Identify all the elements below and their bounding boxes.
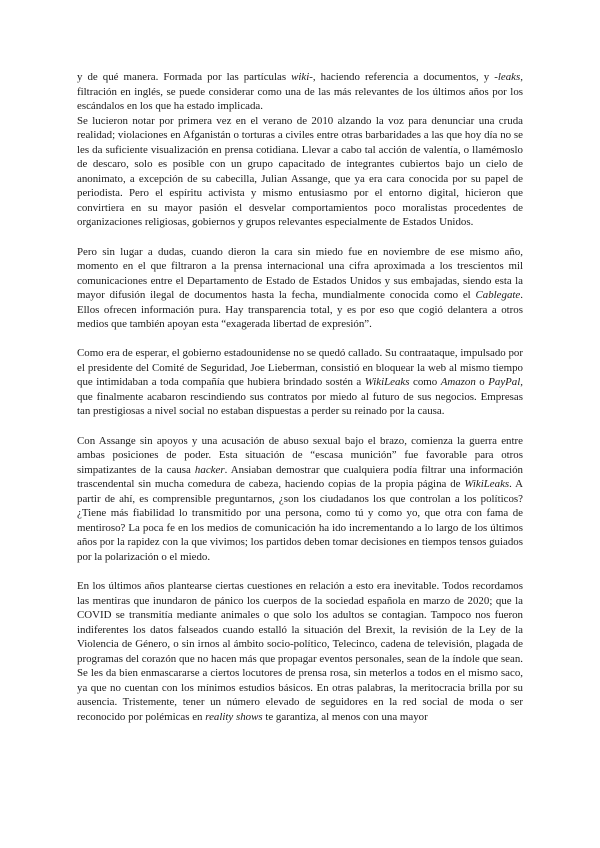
paragraph-text: . Ansiaban demostrar que cualquiera podía filtrar una información trascendental sin mucha comedura de cabeza, haciendo copias de la propia página de <box>77 463 523 491</box>
paragraph-text: como <box>409 376 441 389</box>
paragraph-text: , filtración en inglés, se puede considerar como una de las más relevantes de los últimos años por los escándalos en los que ha estado implicada. <box>77 71 523 113</box>
document-page <box>77 70 523 724</box>
paragraph-text: Como era de esperar, el gobierno estadounidense no se quedó callado. Su contraataque, impulsado por el presidente del Comité de Seguridad, Joe Lieberman, consistió en bloquear la web al mismo tiempo que intimidaban a toda compañía que hubiera brindado sostén a <box>77 347 523 389</box>
italic-text: Amazon <box>440 376 476 389</box>
paragraph-text: Pero sin lugar a dudas, cuando dieron la cara sin miedo fue en noviembre de ese mismo año, momento en el que filtraron a la prensa internacional una cifra aproximada a los trescientos mil comunicaciones entre el Departamento de Estado de Estados Unidos y sus embajadas, siendo esta la mayor difusión ilegal de documentos hasta la fecha, mundialmente conocida como el <box>77 245 523 302</box>
paragraph-6 <box>77 579 523 724</box>
paragraph-text: y de qué manera. Formada por las partículas <box>77 71 292 83</box>
italic-text: Cablegate <box>475 289 521 302</box>
italic-text: WikiLeaks <box>364 376 410 389</box>
italic-text: -leaks <box>494 71 521 83</box>
italic-text: WikiLeaks <box>464 478 510 491</box>
paragraph-text: Se lucieron notar por primera vez en el verano de 2010 alzando la voz para denunciar una cruda realidad; violaciones en Afganistán o torturas a civiles entre otras barbaridades a las que hoy día no se les da suficiente visualización en prensa cotidiana. Llevar a cabo tal acción de valentía, o llamémoslo de descaro, solo es posible con un grupo capacitado de integrantes cubiertos bajo un cielo de anonimato, a excepción de su cabecilla, Julian Assange, que ya era cara conocida por su papel de periodista. Pero el espíritu activista y mismo entusiasmo por el entorno digital, hicieron que convirtiera en su mayor pasión el desvelar comportamientos poco moralistas procedentes de organizaciones religiosas, gobiernos y grupos relevantes especialmente de Estados Unidos. <box>77 114 523 229</box>
paragraph-4 <box>77 346 523 419</box>
paragraph-text: , haciendo referencia a documentos, y <box>312 71 495 83</box>
paragraph-2 <box>77 114 523 230</box>
paragraph-text: . Ellos ofrecen información pura. Hay transparencia total, y es por eso que cogió delantera a otros medios que también apoyan esta “exagerada libertad de expresión”. <box>77 289 523 331</box>
paragraph-text: te garantiza, al menos con una mayor <box>262 710 428 723</box>
italic-text: hacker <box>194 463 225 476</box>
italic-text: reality shows <box>205 710 263 723</box>
paragraph-text: Con Assange sin apoyos y una acusación de abuso sexual bajo el brazo, comienza la guerra entre ambas posiciones de poder. Esta situación de “escasa munición” fue favorable para otros simpatizantes de la causa <box>77 434 523 476</box>
paragraph-5 <box>77 434 523 565</box>
italic-text: PayPal <box>488 376 521 389</box>
paragraph-text: En los últimos años plantearse ciertas cuestiones en relación a esto era inevitable. Todos recordamos las mentiras que inundaron de pánico los cuerpos de la sociedad española en marzo de 2020; que la COVID se transmitía mediante animales o que solo los adultos se contagian. Tampoco nos fueron indiferentes los datos falseados cuando estalló la situación del Brexit, la revisión de la Ley de la Violencia de Género, o sin irnos al ámbito socio-político, Telecinco, cadena de televisión, plagada de programas del corazón que no hacen más que propagar eventos personales, sean de la índole que sean. Se les da bien enmascararse a ciertos locutores de prensa rosa, sin meterlos a todos en el mismo saco, ya que no cuentan con los mínimos estudios básicos. En otras palabras, la meritocracia brilla por su ausencia. Tristemente, tener un número elevado de seguidores en la red social de moda o ser reconocido por polémicas en <box>77 579 523 723</box>
paragraph-1 <box>77 70 523 114</box>
italic-text: wiki- <box>291 71 313 83</box>
paragraph-text: . A partir de ahí, es comprensible preguntarnos, ¿son los ciudadanos los que controlan a los políticos? ¿Tiene más fiabilidad lo transmitido por una persona, como tú y como yo, que otra con fama de mentiroso? La poca fe en los medios de comunicación ha ido incrementando a lo largo de los últimos años por la rapidez con la que vivimos; los partidos deben tomar decisiones en tiempos tensos guiados por la polarización o el miedo. <box>77 478 523 563</box>
paragraph-3 <box>77 245 523 332</box>
paragraph-text: o <box>475 376 489 389</box>
paragraph-text: , que finalmente acabaron rescindiendo sus contratos por miedo al futuro de sus negocios. Empresas tan prestigiosas a nivel social no estaban dispuestas a perder su reinado por la causa. <box>77 376 524 418</box>
